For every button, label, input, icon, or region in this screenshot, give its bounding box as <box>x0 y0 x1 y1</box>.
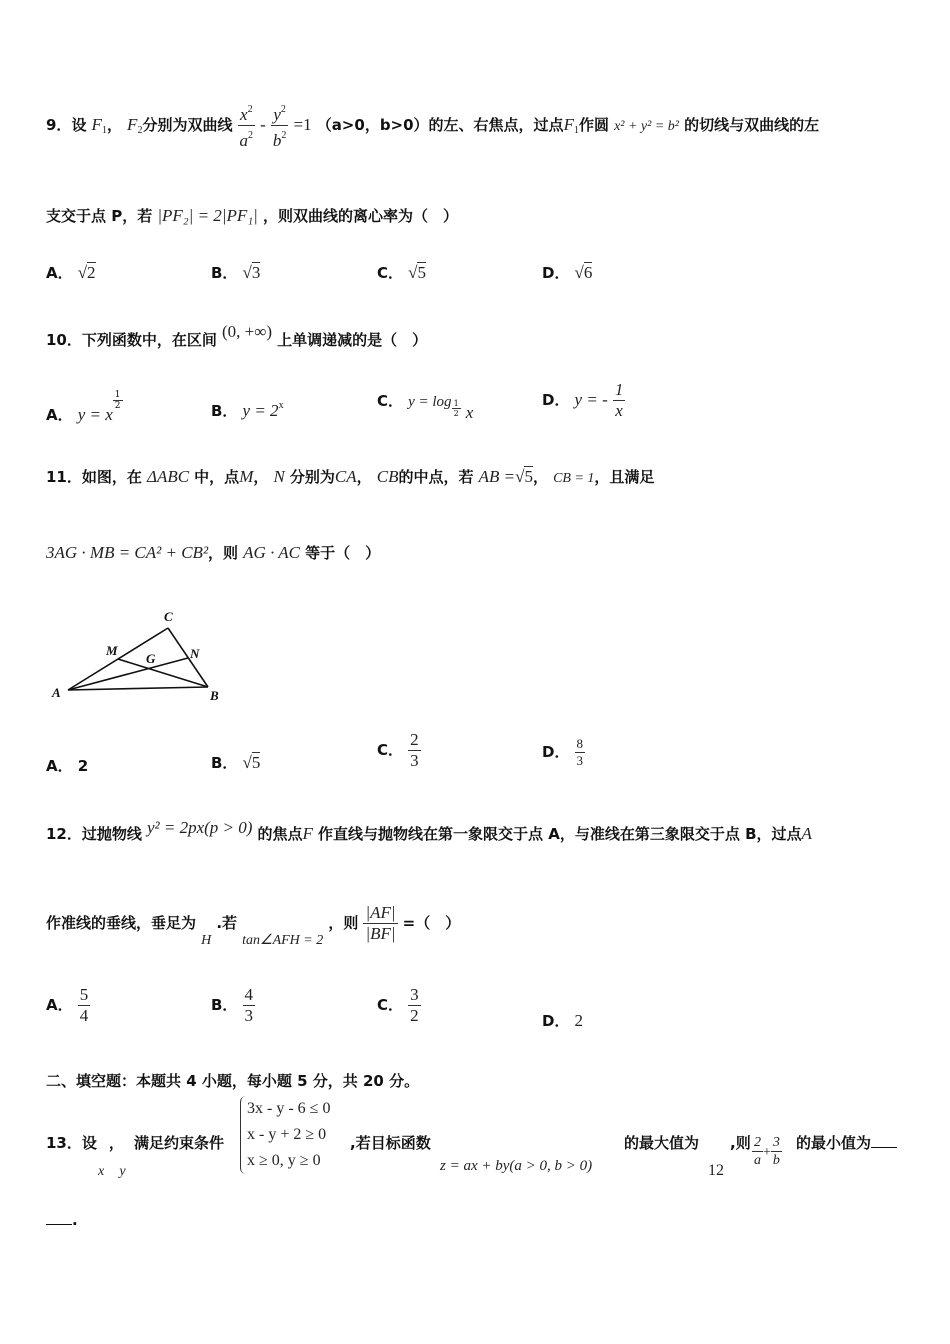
q13-objective: z = ax + by(a > 0, b > 0) <box>440 1158 593 1174</box>
question-13-number: 13．设 ， <box>46 1134 124 1152</box>
q10-number: 10． <box>46 331 82 349</box>
q11-option-c[interactable]: C． $\frac{2}{3}$ <box>377 730 419 770</box>
label-m: M <box>106 643 118 658</box>
q12-option-d[interactable]: D． 2 <box>542 1011 584 1030</box>
q10-option-c[interactable]: C． y = log $\frac{1}{2}$ x <box>377 392 474 422</box>
q10-option-a[interactable]: A． y = x $\frac{1}{2}$ <box>46 390 121 424</box>
q13-t5: ,则 <box>730 1134 751 1152</box>
q9-x2-over-a2: $\frac{x^2}{a^2}$ <box>238 100 256 151</box>
q9-number: 9． <box>46 116 72 134</box>
label-c: C <box>164 609 173 624</box>
question-9-line2: 支交于点 P，若 |PF₂| = 2|PF₁| ，则双曲线的离心率为（ ） <box>46 206 458 225</box>
q12-option-b[interactable]: B． $\frac{4}{3}$ <box>211 985 254 1025</box>
q9-eq1: =1 <box>293 115 312 134</box>
q13-constraint-system <box>240 1096 330 1174</box>
q9-option-d[interactable]: D． √6 <box>542 263 593 282</box>
q13-constraint-1: 3x - y - 6 ≤ 0 <box>247 1100 331 1117</box>
q10-interval: (0, +∞) <box>221 322 273 341</box>
question-11: 11．如图，在 ΔABC 中，点M， N 分别为CA， CB的中点，若 AB =√5， CB = 1，且满足 <box>46 467 655 486</box>
side-cb <box>168 628 208 687</box>
q13-xy: x y <box>98 1164 126 1179</box>
q13-constraint-2: x - y + 2 ≥ 0 <box>247 1126 327 1143</box>
question-11-line2: 3AG · MB = CA² + CB²，则 AG · AC 等于（ ） <box>46 543 381 562</box>
q9-y2-over-b2: $\frac{y^2}{b^2}$ <box>271 100 289 151</box>
q9-f2: $F_2$ <box>127 115 143 136</box>
q11-number: 11． <box>46 468 82 486</box>
q11-triangle-figure <box>40 605 240 705</box>
q12-option-c[interactable]: C． $\frac{3}{2}$ <box>377 985 419 1025</box>
q13-t6: 的最小值为 <box>796 1132 897 1153</box>
q9-option-c[interactable]: C． √5 <box>377 263 426 282</box>
q13-t4: 的最大值为 <box>624 1134 700 1152</box>
label-g: G <box>146 651 156 666</box>
q13-number: 13． <box>46 1134 82 1152</box>
q9-circle: x² + y² = b² <box>614 119 679 134</box>
q12-option-a[interactable]: A． $\frac{5}{4}$ <box>46 985 89 1025</box>
q13-t3: ,若目标函数 <box>350 1134 431 1152</box>
q11-equation: 3AG · MB = CA² + CB² <box>46 543 209 562</box>
label-a: A <box>52 685 61 700</box>
q11-option-d[interactable]: D． $\frac{8}{3}$ <box>542 736 584 768</box>
label-n: N <box>190 646 200 661</box>
side-ab <box>68 687 208 690</box>
question-12-line2: 作准线的垂线，垂足为 H .若 tan∠AFH = 2 ，则 $\frac{|AF|}{|BF|}$ =（ ） <box>46 903 461 948</box>
q10-option-b[interactable]: B． $y = 2^x$ <box>211 400 284 420</box>
section-2-heading: 二、填空题：本题共 4 小题，每小题 5 分，共 20 分。 <box>46 1072 420 1090</box>
q12-number: 12． <box>46 825 82 843</box>
q9-option-b[interactable]: B． √3 <box>211 263 261 282</box>
q13-constraint-3: x ≥ 0, y ≥ 0 <box>247 1152 321 1169</box>
q13-max-value: 12 <box>708 1162 724 1179</box>
q13-answer-blank[interactable] <box>871 1147 897 1148</box>
q13-blank-continuation: . <box>46 1210 78 1229</box>
q11-option-b[interactable]: B． √5 <box>211 753 261 772</box>
q9-f1: $F_1$ <box>91 115 107 136</box>
question-10: 10．下列函数中，在区间 (0, +∞) 上单调递减的是（ ） <box>46 322 428 349</box>
q13-expression: $\frac{2}{a}$ + $\frac{3}{b}$ <box>754 1135 780 1168</box>
q13-answer-blank-2[interactable] <box>46 1224 72 1225</box>
q12-parabola: y² = 2px(p > 0) <box>146 818 253 837</box>
q13-t2: 满足约束条件 <box>134 1134 225 1152</box>
q11-option-a[interactable]: A． 2 <box>46 757 89 775</box>
question-9: 9．设 $F_1$， $F_2$分别为双曲线 $\frac{x^2}{a^2}$ - $\frac{y^2}{b^2}$ =1 （a>0，b>0）的左、右焦点，过点$F_1$作圆 x² + y² = b² 的切线与双曲线的左 <box>46 100 819 151</box>
q12-ratio: $\frac{|AF|}{|BF|}$ <box>365 903 396 943</box>
q10-option-d[interactable]: D． y = - $\frac{1}{x}$ <box>542 380 624 420</box>
label-b: B <box>210 688 219 703</box>
q12-tan: tan∠AFH = 2 <box>242 933 324 948</box>
question-12: 12．过抛物线 y² = 2px(p > 0) 的焦点F 作直线与抛物线在第一象限交于点 A，与准线在第三象限交于点 B，过点A <box>46 818 812 843</box>
q9-option-a[interactable]: A． √2 <box>46 263 96 282</box>
q9-abs-expr: |PF₂| = 2|PF₁| <box>157 206 258 225</box>
